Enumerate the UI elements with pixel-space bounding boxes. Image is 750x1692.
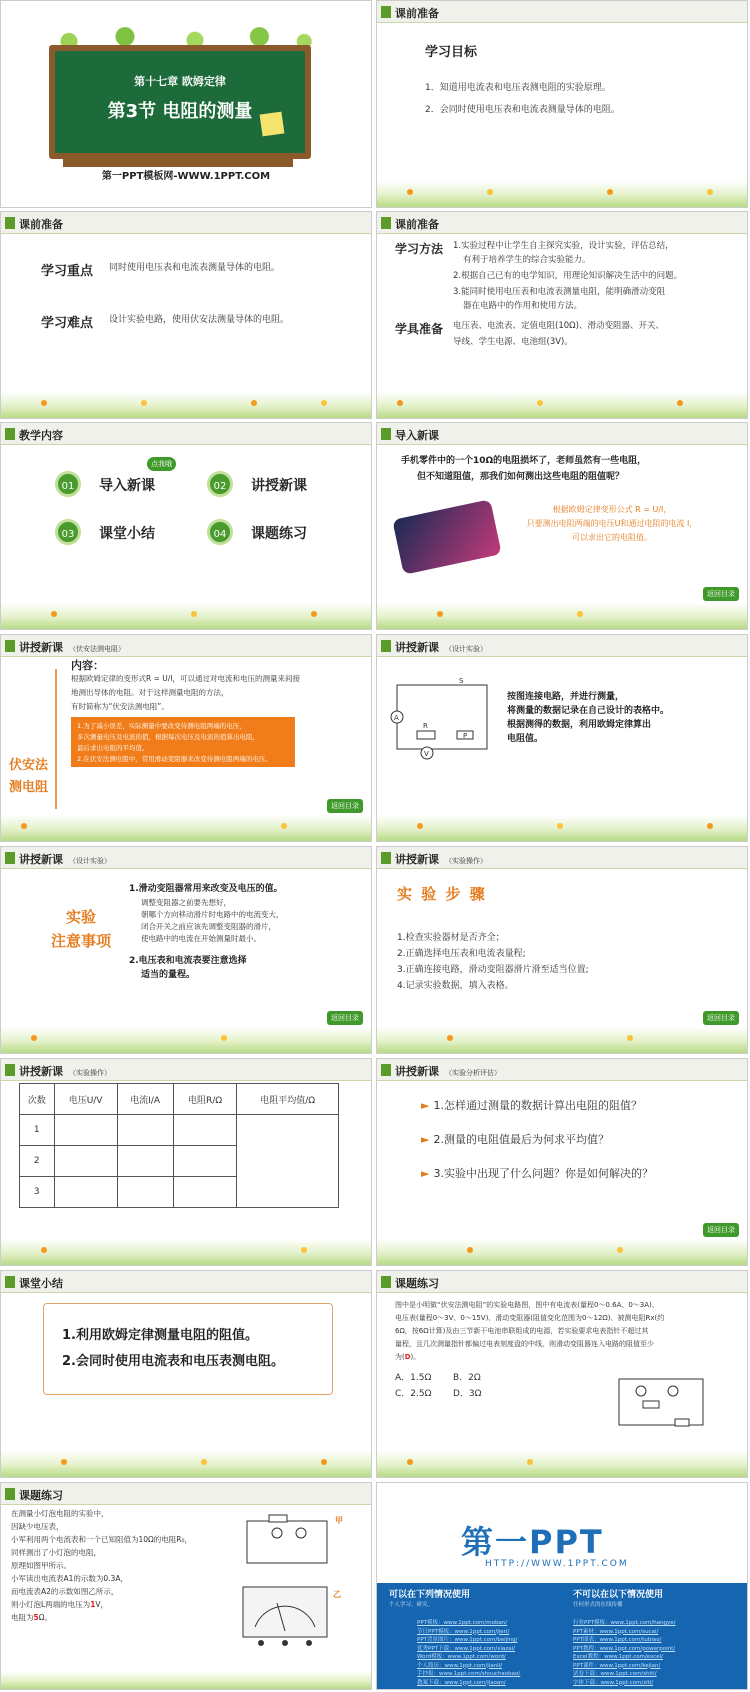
brand-url[interactable]: HTTP://WWW.1PPT.COM xyxy=(485,1559,629,1569)
grass-decoration xyxy=(1,1671,371,1689)
menu-item-lecture[interactable]: 讲授新课 xyxy=(251,478,307,494)
table-header-cell: 次数 xyxy=(20,1084,55,1115)
back-to-menu-button[interactable]: 返回目录 xyxy=(703,587,739,601)
header-square-icon xyxy=(381,640,391,652)
circuit-diagram xyxy=(387,675,497,765)
step-1: 1.检查实验器材是否齐全； xyxy=(397,933,505,943)
header-title: 课前准备 xyxy=(19,218,63,231)
note-1-line-2: 朝哪个方向移动滑片时电路中的电流变大， xyxy=(141,910,284,919)
summary-line-2: 2.会同时使用电流表和电压表测电阻。 xyxy=(62,1354,284,1369)
problem-line-2: 电压表(量程0～3V、0～15V)、滑动变阻器(阻值变化范围为0～12Ω)、被测电阻Rx(约 xyxy=(395,1314,665,1322)
exercise-text: 在测量小灯泡电阻的实验中， 因缺少电压表， 小军利用两个电流表和一个已知阻值为10Ω的电阻R₀， 同样测出了小灯泡的电阻， 原理如图甲所示。 小军读出电流表A1的示数为0.3A， 而电流表A2的示数如图乙所示， 则小灯泡L两端的电压为1V， 电阻为5Ω。 xyxy=(11,1509,192,1622)
record-table xyxy=(19,1083,339,1208)
header-title: 课前准备 xyxy=(395,7,439,20)
header-bar xyxy=(377,1271,747,1293)
key-point-text: 同时使用电压表和电流表测量导体的电阻。 xyxy=(109,263,281,273)
table-cell: 2 xyxy=(20,1146,55,1177)
note-2-heading: 2.电压表和电流表要注意选择 xyxy=(129,956,247,966)
phone-image xyxy=(392,499,501,575)
method-2: 2.根据自己已有的电学知识，用理论知识解决生活中的问题。 xyxy=(453,271,683,281)
method-3: 3.能同时使用电压表和电流表测量电阻，能明确滑动变阻 xyxy=(453,287,666,297)
question-3: ► 3.实验中出现了什么问题？你是如何解决的？ xyxy=(421,1167,653,1180)
header-bar xyxy=(377,423,747,445)
content-heading: 内容： xyxy=(71,659,104,672)
header-bar xyxy=(1,635,371,657)
table-header-cell: 电压U/V xyxy=(54,1084,117,1115)
grass-decoration xyxy=(1,603,371,629)
instruction-1: 按图连接电路，并进行测量， xyxy=(507,692,625,702)
link-item[interactable]: 节日PPT模板：www.1ppt.com/jieri/ xyxy=(417,1628,510,1635)
slide-10-steps[interactable] xyxy=(376,846,748,1054)
resistor-label: R xyxy=(423,722,428,730)
note-1-line-3: 闭合开关之前应该先调整变阻器的滑片， xyxy=(141,922,276,931)
question-1: ► 1.怎样通过测量的数据计算出电阻的阻值？ xyxy=(421,1099,642,1112)
slide-12-analysis[interactable] xyxy=(376,1058,748,1266)
sticky-note-icon xyxy=(260,112,285,137)
footer-text: 第一PPT模板网-WWW.1PPT.COM xyxy=(101,171,271,182)
header-title: 讲授新课 （设计实验） xyxy=(19,853,111,866)
link-item[interactable]: 优秀PPT下载：www.1ppt.com/xiazai/ xyxy=(417,1645,516,1652)
method-1: 1.实验过程中让学生自主探究实验，设计实验，评估总结， xyxy=(453,241,674,251)
grass-decoration xyxy=(1,815,371,841)
step-3: 3.正确连接电路，滑动变阻器滑片滑至适当位置; xyxy=(397,965,589,975)
grass-decoration xyxy=(377,392,747,418)
slide-6-intro[interactable] xyxy=(376,422,748,630)
header-square-icon xyxy=(381,6,391,18)
link-item[interactable]: 行业PPT模板：www.1ppt.com/hangye/ xyxy=(573,1620,676,1626)
brand-logo: 第一PPT xyxy=(461,1523,604,1561)
ammeter-label: A xyxy=(394,714,399,722)
grass-decoration xyxy=(1,1451,371,1477)
summary-box xyxy=(43,1303,333,1395)
objectives-title: 学习目标 xyxy=(425,45,478,60)
table-header-row xyxy=(20,1084,339,1115)
result-hint: 可以求出它的电阻值。 xyxy=(572,533,652,542)
option-c: C．2.5Ω xyxy=(395,1389,432,1399)
side-label: 实验 注意事项 xyxy=(51,908,112,950)
grass-decoration xyxy=(1,1239,371,1265)
click-badge: 点我哦 xyxy=(147,457,176,471)
slide-9-notes[interactable] xyxy=(0,846,372,1054)
link-item[interactable]: PPT素材：www.1ppt.com/sucai/ xyxy=(573,1628,659,1635)
link-item[interactable]: 个人简历：www.1ppt.com/jianli/ xyxy=(417,1662,503,1669)
header-title: 讲授新课 （伏安法测电阻） xyxy=(19,641,125,654)
can-use-heading: 可以在下列情况使用 xyxy=(389,1590,471,1600)
arrow-right-icon: ► xyxy=(421,1133,430,1146)
slide-8-design[interactable] xyxy=(376,634,748,842)
question-line-2: 但不知道阻值，那我们如何测出这些电阻的阻值呢？ xyxy=(417,472,625,482)
arrow-right-icon: ► xyxy=(421,1099,430,1112)
divider-line xyxy=(55,669,57,809)
table-header-cell: 电阻R/Ω xyxy=(173,1084,237,1115)
instruction-3: 根据测得的数据，利用欧姆定律算出 xyxy=(507,720,652,730)
header-bar xyxy=(377,212,747,234)
header-bar xyxy=(1,1059,371,1081)
exercise-circuit-diagram xyxy=(613,1371,713,1433)
difficulty-label: 学习难点 xyxy=(41,316,94,331)
header-title: 讲授新课 （实验操作） xyxy=(19,1065,111,1078)
header-title: 课题练习 xyxy=(19,1489,63,1502)
number-circle-02: 02 xyxy=(207,471,233,497)
link-item[interactable]: 教案下载：www.1ppt.com/jiaoan/ xyxy=(417,1679,506,1686)
slide-14-exercise[interactable] xyxy=(376,1270,748,1478)
label-jia: 甲 xyxy=(335,1516,343,1525)
link-item[interactable]: 字体下载：www.1ppt.com/ziti/ xyxy=(573,1679,654,1686)
link-item[interactable]: Word模板：www.1ppt.com/word/ xyxy=(417,1654,506,1660)
header-bar xyxy=(377,847,747,869)
header-title: 讲授新课 （设计实验） xyxy=(395,641,487,654)
usage-panel xyxy=(377,1583,747,1690)
header-square-icon xyxy=(5,217,15,229)
summary-line-1: 1.利用欧姆定律测量电阻的阻值。 xyxy=(62,1328,258,1343)
header-square-icon xyxy=(381,428,391,440)
table-header-cell: 电阻平均值/Ω xyxy=(237,1084,339,1115)
header-bar xyxy=(377,635,747,657)
tip-box: 1.为了减小误差，实际测量中要改变待测电阻两端的电压， 多次测量电压及电流的值，根据每次电压及电流的值算出电阻， 最后求出电阻的平均值。 2.在伏安法测电阻中，常用滑动变阻器来改变待测电阻两端的电压。 xyxy=(71,717,295,767)
difficulty-text: 设计实验电路，使用伏安法测量导体的电阻。 xyxy=(109,315,290,325)
answer-resistance: 5 xyxy=(33,1613,39,1622)
header-square-icon xyxy=(381,1064,391,1076)
problem-line-3: 6Ω，按6Ω计算)及由三节新干电池串联组成的电源，若实验要求电表指针不超过其 xyxy=(395,1327,649,1335)
header-title: 教学内容 xyxy=(19,429,63,442)
grass-decoration xyxy=(377,603,747,629)
method-label: 学习方法 xyxy=(395,242,444,256)
grass-decoration xyxy=(377,1239,747,1265)
arrow-right-icon: ► xyxy=(421,1167,430,1180)
header-square-icon xyxy=(381,852,391,864)
formula-hint: 根据欧姆定律变形公式 R = U/I， xyxy=(552,505,672,514)
tools-1: 电压表、电流表、定值电阻(10Ω)、滑动变阻器、开关、 xyxy=(453,321,664,331)
cannot-use-note: 任何形式的在线传播 xyxy=(573,1602,623,1608)
header-title: 讲授新课 （实验操作） xyxy=(395,853,487,866)
header-title: 课前准备 xyxy=(395,218,439,231)
slide-11-record-table[interactable] xyxy=(0,1058,372,1266)
key-point-label: 学习重点 xyxy=(41,264,94,279)
grass-decoration xyxy=(1,392,371,418)
method-1b: 有利于培养学生的综合实验能力。 xyxy=(463,255,591,265)
chapter-title: 第十七章 欧姆定律 xyxy=(134,75,226,88)
menu-item-practice[interactable]: 课题练习 xyxy=(251,526,307,542)
link-item[interactable]: Excel教程：www.1ppt.com/excel/ xyxy=(573,1654,664,1660)
header-bar xyxy=(377,1059,747,1081)
table-cell: 1 xyxy=(20,1115,55,1146)
header-square-icon xyxy=(381,1276,391,1288)
section-title: 第3节 电阻的测量 xyxy=(107,101,253,122)
step-2: 2.正确选择电压表和电流表量程; xyxy=(397,949,526,959)
grass-decoration xyxy=(377,815,747,841)
number-circle-01: 01 xyxy=(55,471,81,497)
back-to-menu-button[interactable]: 返回目录 xyxy=(703,1011,739,1025)
slide-3-focus[interactable] xyxy=(0,211,372,419)
number-circle-04: 04 xyxy=(207,519,233,545)
header-title: 导入新课 xyxy=(395,429,439,442)
slider-label: P xyxy=(463,732,468,740)
slide-1-title[interactable] xyxy=(0,0,372,208)
label-yi: 乙 xyxy=(333,1590,341,1599)
option-d: D．3Ω xyxy=(453,1389,482,1399)
header-bar xyxy=(1,1271,371,1293)
header-square-icon xyxy=(5,1064,15,1076)
content-line-3: 有时简称为“伏安法测电阻”。 xyxy=(71,702,169,711)
objective-1: 1．知道用电流表和电压表测电阻的实验原理。 xyxy=(425,83,611,93)
instruction-4: 电阻值。 xyxy=(507,734,544,744)
link-item[interactable]: 手抄报：www.1ppt.com/shouchaobao/ xyxy=(417,1671,521,1677)
steps-title: 实 验 步 骤 xyxy=(397,885,487,903)
back-to-menu-button[interactable]: 返回目录 xyxy=(327,1011,363,1025)
question-line-1: 手机零件中的一个10Ω的电阻损坏了，老师虽然有一些电阻， xyxy=(401,456,647,466)
link-list-2 xyxy=(573,1619,676,1687)
header-bar xyxy=(1,212,371,234)
side-label: 伏安法 测电阻 xyxy=(9,758,49,795)
step-4: 4.记录实验数据，填入表格。 xyxy=(397,981,514,991)
table-header-cell: 电流I/A xyxy=(117,1084,173,1115)
switch-label: S xyxy=(459,677,464,685)
link-item[interactable]: 试卷下载：www.1ppt.com/shiti/ xyxy=(573,1671,657,1677)
note-2-heading-b: 适当的量程。 xyxy=(141,970,196,980)
chalkboard xyxy=(49,45,311,159)
header-square-icon xyxy=(5,852,15,864)
note-1-line-4: 使电路中的电流在开始测量时最小。 xyxy=(141,934,261,943)
menu-item-intro[interactable]: 导入新课 xyxy=(99,478,155,494)
note-1-line-1: 调整变阻器之前要先想好， xyxy=(141,898,231,907)
tools-label: 学具准备 xyxy=(395,322,444,336)
ammeter-dial-yi xyxy=(241,1583,345,1649)
back-to-menu-button[interactable]: 返回目录 xyxy=(327,799,363,813)
link-item[interactable]: PPT图表：www.1ppt.com/tubiao/ xyxy=(573,1637,662,1643)
problem-line-5: 为(D)。 xyxy=(395,1353,421,1361)
slide-4-methods[interactable] xyxy=(376,211,748,419)
cannot-use-heading: 不可以在以下情况使用 xyxy=(573,1590,664,1600)
header-title: 课堂小结 xyxy=(19,1277,63,1290)
note-1-heading: 1.滑动变阻器常用来改变及电压的值。 xyxy=(129,884,283,894)
method-3b: 器在电路中的作用和使用方法。 xyxy=(463,301,583,311)
grass-decoration xyxy=(377,1027,747,1053)
answer: D xyxy=(404,1353,411,1361)
number-circle-03: 03 xyxy=(55,519,81,545)
content-line-2: 地测出导体的电阻。对于这样测量电阻的方法， xyxy=(71,688,229,697)
link-list-1 xyxy=(417,1619,520,1687)
header-square-icon xyxy=(5,428,15,440)
table-cell: 3 xyxy=(20,1177,55,1208)
board-stand xyxy=(63,159,293,167)
question-2: ► 2.测量的电阻值最后为何求平均值？ xyxy=(421,1133,609,1146)
grass-decoration xyxy=(377,1451,747,1477)
back-to-menu-button[interactable]: 返回目录 xyxy=(703,1223,739,1237)
header-title: 课题练习 xyxy=(395,1277,439,1290)
option-a: A．1.5Ω xyxy=(395,1373,432,1383)
link-item[interactable]: PPT课件：www.1ppt.com/kejian/ xyxy=(573,1662,661,1669)
grass-decoration xyxy=(377,181,747,207)
header-bar xyxy=(377,1,747,23)
link-item[interactable]: PPT背景图片：www.1ppt.com/beijing/ xyxy=(417,1637,518,1643)
voltmeter-label: V xyxy=(424,750,429,758)
header-bar xyxy=(1,423,371,445)
problem-line-1: 图中是小明做“伏安法测电阻”的实验电路图，图中有电流表(量程0～0.6A、0～3A)、 xyxy=(395,1301,659,1309)
link-item[interactable]: PPT教程：www.1ppt.com/powerpoint/ xyxy=(573,1645,676,1652)
slide-2-objectives[interactable] xyxy=(376,0,748,208)
content-line-1: 根据欧姆定律的变形式R = U/I，可以通过对电流和电压的测量来间接 xyxy=(71,674,300,683)
header-title: 讲授新课 （实验分析评估） xyxy=(395,1065,501,1078)
can-use-note: 个人学习、研究。 xyxy=(389,1602,434,1608)
option-b: B．2Ω xyxy=(453,1373,481,1383)
circuit-diagram-jia xyxy=(237,1509,347,1573)
header-square-icon xyxy=(5,640,15,652)
answer-voltage: 1 xyxy=(90,1600,96,1609)
header-bar xyxy=(1,847,371,869)
slide-13-summary[interactable] xyxy=(0,1270,372,1478)
slide-16-credits[interactable] xyxy=(376,1482,748,1690)
header-square-icon xyxy=(381,217,391,229)
tools-2: 导线、学生电源、电池组(3V)。 xyxy=(453,337,573,347)
link-item[interactable]: PPT模板：www.1ppt.com/moban/ xyxy=(417,1620,508,1626)
objective-2: 2．会同时使用电压表和电流表测量导体的电阻。 xyxy=(425,105,620,115)
grass-decoration xyxy=(1,1027,371,1053)
instruction-2: 将测量的数据记录在自己设计的表格中。 xyxy=(507,706,670,716)
table-row xyxy=(20,1115,339,1146)
header-square-icon xyxy=(5,1276,15,1288)
header-square-icon xyxy=(5,1488,15,1500)
slide-7-voltammetry[interactable] xyxy=(0,634,372,842)
problem-line-4: 量程，且几次测量指针都偏过电表刻度盘的中线，则滑动变阻器连入电路的阻值至少 xyxy=(395,1340,654,1348)
slide-15-exercise-2[interactable] xyxy=(0,1482,372,1690)
header-bar xyxy=(1,1483,371,1505)
measure-hint: 只要测出电阻两端的电压U和通过电阻的电流 I， xyxy=(526,519,698,528)
menu-item-summary[interactable]: 课堂小结 xyxy=(99,526,155,542)
slide-5-contents[interactable] xyxy=(0,422,372,630)
